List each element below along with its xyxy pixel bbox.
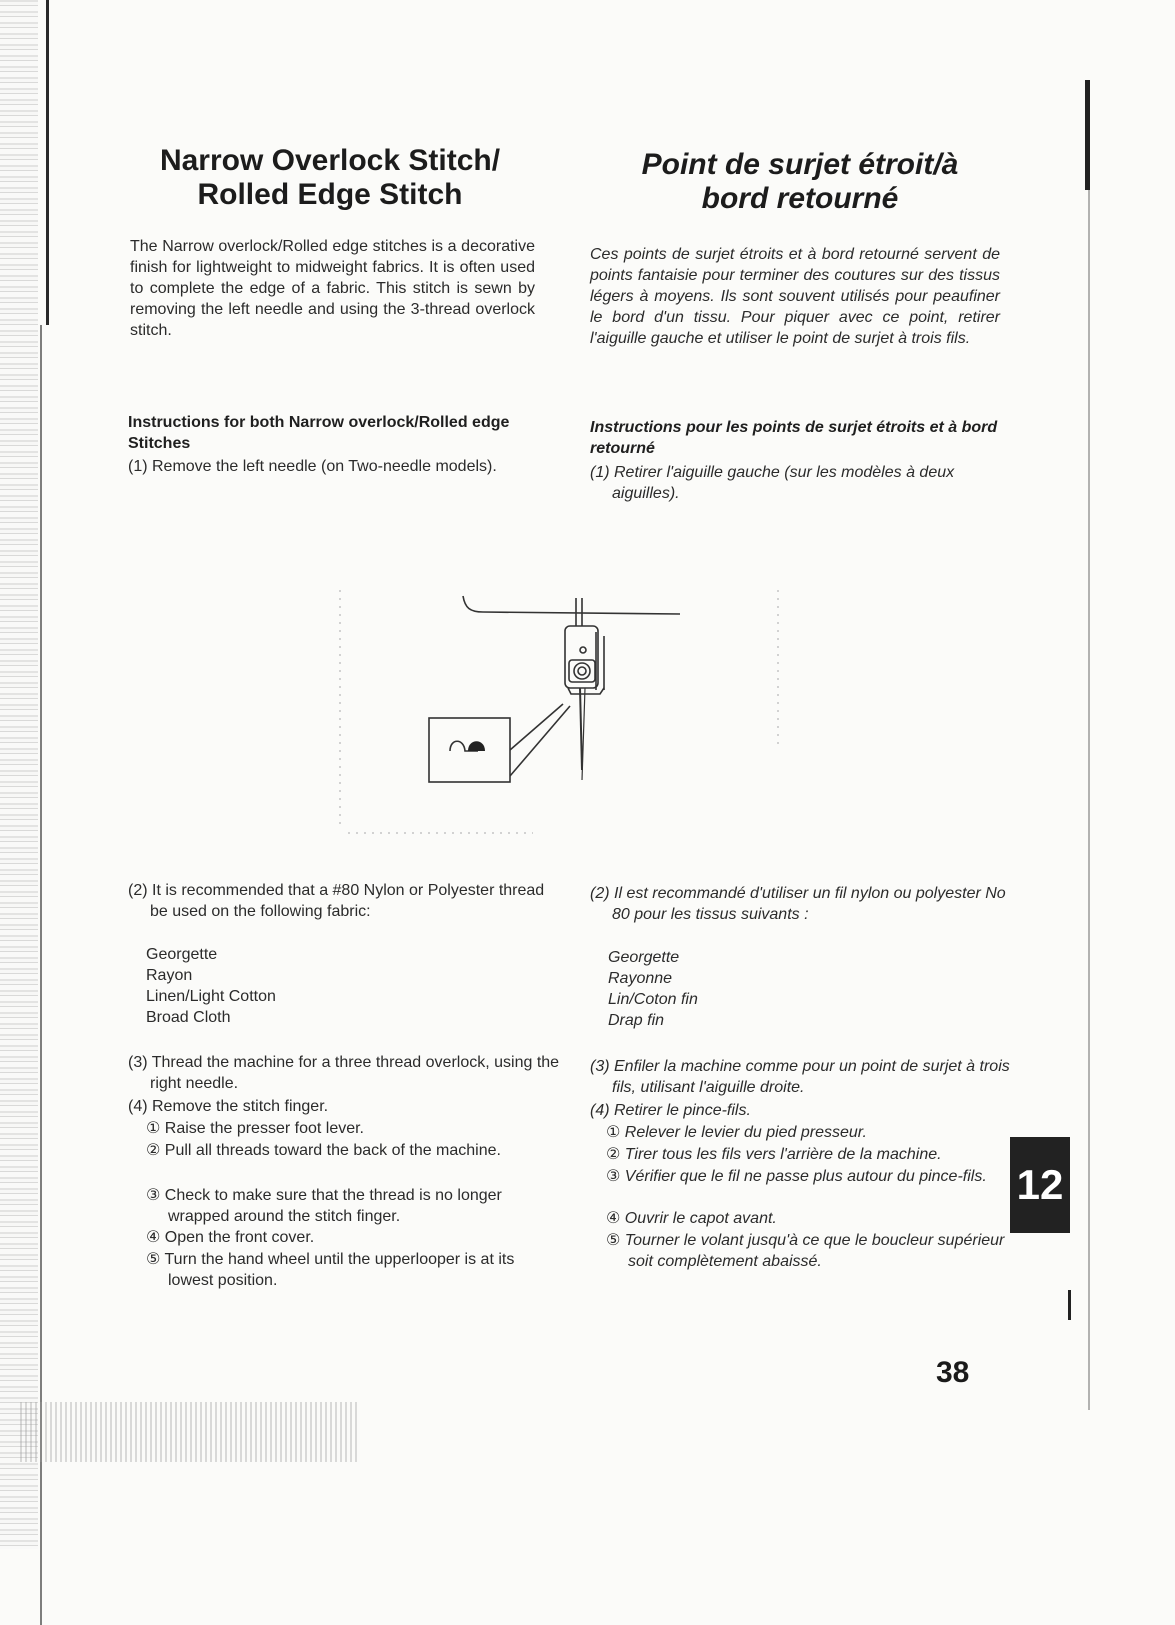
french-substep-2: ② Tirer tous les fils vers l'arrière de la machine.: [606, 1146, 942, 1163]
french-step-4: (4) Retirer le pince-fils.: [590, 1102, 751, 1119]
english-title: [120, 144, 540, 212]
english-substep-5: ⑤ Turn the hand wheel until the upperlooper is at its lowest position.: [146, 1251, 515, 1289]
right-needle: [580, 688, 582, 770]
english-substep-1: ① Raise the presser foot lever.: [146, 1120, 364, 1137]
scan-line-right: [1085, 80, 1090, 190]
english-step-1: (1) Remove the left needle (on Two-needle models).: [128, 458, 497, 475]
callout-line-bottom: [510, 706, 570, 776]
french-intro: Ces points de surjet étroits et à bord retourné servent de points fantaisie pour terminer des coutures sur des tissus légers à moyens. Ils sont souvent utilisés pour peaufiner le bord d'un tissu. Pour piquer avec ce point, retirer l'aiguille gauche et utiliser le point de surjet à trois fils.: [590, 246, 1000, 347]
english-fabric-list: [146, 944, 276, 1028]
chapter-tab: 12: [1010, 1137, 1070, 1233]
french-step-1: (1) Retirer l'aiguille gauche (sur les modèles à deux aiguilles).: [590, 464, 955, 502]
fabric-item: Rayonne: [608, 970, 673, 987]
scan-line-left: [46, 0, 49, 325]
clamp-screw: [574, 663, 590, 679]
english-instructions-heading: Instructions for both Narrow overlock/Rolled edge Stitches: [128, 414, 510, 452]
french-title-line1: Point de surjet étroit/à: [641, 148, 959, 181]
french-substep-4: ④ Ouvrir le capot avant.: [606, 1210, 777, 1227]
english-intro: The Narrow overlock/Rolled edge stitches is a decorative finish for lightweight to midweight fabrics. It is often used to complete the edge of a fabric. This stitch is sewn by removing the left needle and using the 3-thread overlock stitch.: [130, 238, 535, 339]
fabric-item: Rayon: [146, 967, 193, 984]
french-title-line2: bord retourné: [701, 182, 899, 215]
fabric-item: Drap fin: [608, 1012, 665, 1029]
fabric-item: Lin/Coton fin: [608, 991, 698, 1008]
english-substep-3: ③ Check to make sure that the thread is no longer wrapped around the stitch finger.: [146, 1187, 502, 1225]
fabric-item: Georgette: [608, 949, 680, 966]
needle-illustration: [338, 570, 783, 840]
english-substep-2: ② Pull all threads toward the back of the machine.: [146, 1142, 501, 1159]
scan-smudge: [20, 1402, 360, 1462]
french-title: [590, 148, 1010, 216]
needle-bar-outline: [463, 596, 680, 614]
fabric-item: Georgette: [146, 946, 218, 963]
scan-line-right-lower: [1088, 190, 1090, 1410]
english-title-line2: Rolled Edge Stitch: [197, 178, 463, 211]
page-number: 38: [936, 1356, 970, 1389]
english-step-3: (3) Thread the machine for a three thread overlock, using the right needle.: [128, 1054, 560, 1092]
french-fabric-list: [608, 947, 698, 1031]
english-title-line1: Narrow Overlock Stitch/: [159, 144, 501, 177]
english-step-4: (4) Remove the stitch finger.: [128, 1098, 329, 1115]
french-substep-1: ① Relever le levier du pied presseur.: [606, 1124, 867, 1141]
french-substep-5: ⑤ Tourner le volant jusqu'à ce que le boucleur supérieur soit complètement abaissé.: [606, 1232, 1005, 1270]
french-substep-3: ③ Vérifier que le fil ne passe plus autour du pince-fils.: [606, 1168, 987, 1185]
french-instructions-heading: Instructions pour les points de surjet étroits et à bord retourné: [590, 419, 998, 457]
english-substep-4: ④ Open the front cover.: [146, 1229, 315, 1246]
french-step-2: (2) Il est recommandé d'utiliser un fil nylon ou polyester No 80 pour les tissus suivants :: [590, 885, 1006, 923]
fabric-item: Linen/Light Cotton: [146, 988, 276, 1005]
english-step-2: (2) It is recommended that a #80 Nylon or Polyester thread be used on the following fabric:: [128, 882, 545, 920]
scan-line-right-mark: [1068, 1290, 1071, 1320]
callout-line-top: [510, 704, 563, 750]
fabric-item: Broad Cloth: [146, 1009, 231, 1026]
clamp-pin: [580, 647, 586, 653]
scan-binding-edge: [0, 0, 38, 1549]
french-step-3: (3) Enfiler la machine comme pour un point de surjet à trois fils, utilisant l'aiguille droite.: [590, 1058, 1010, 1096]
